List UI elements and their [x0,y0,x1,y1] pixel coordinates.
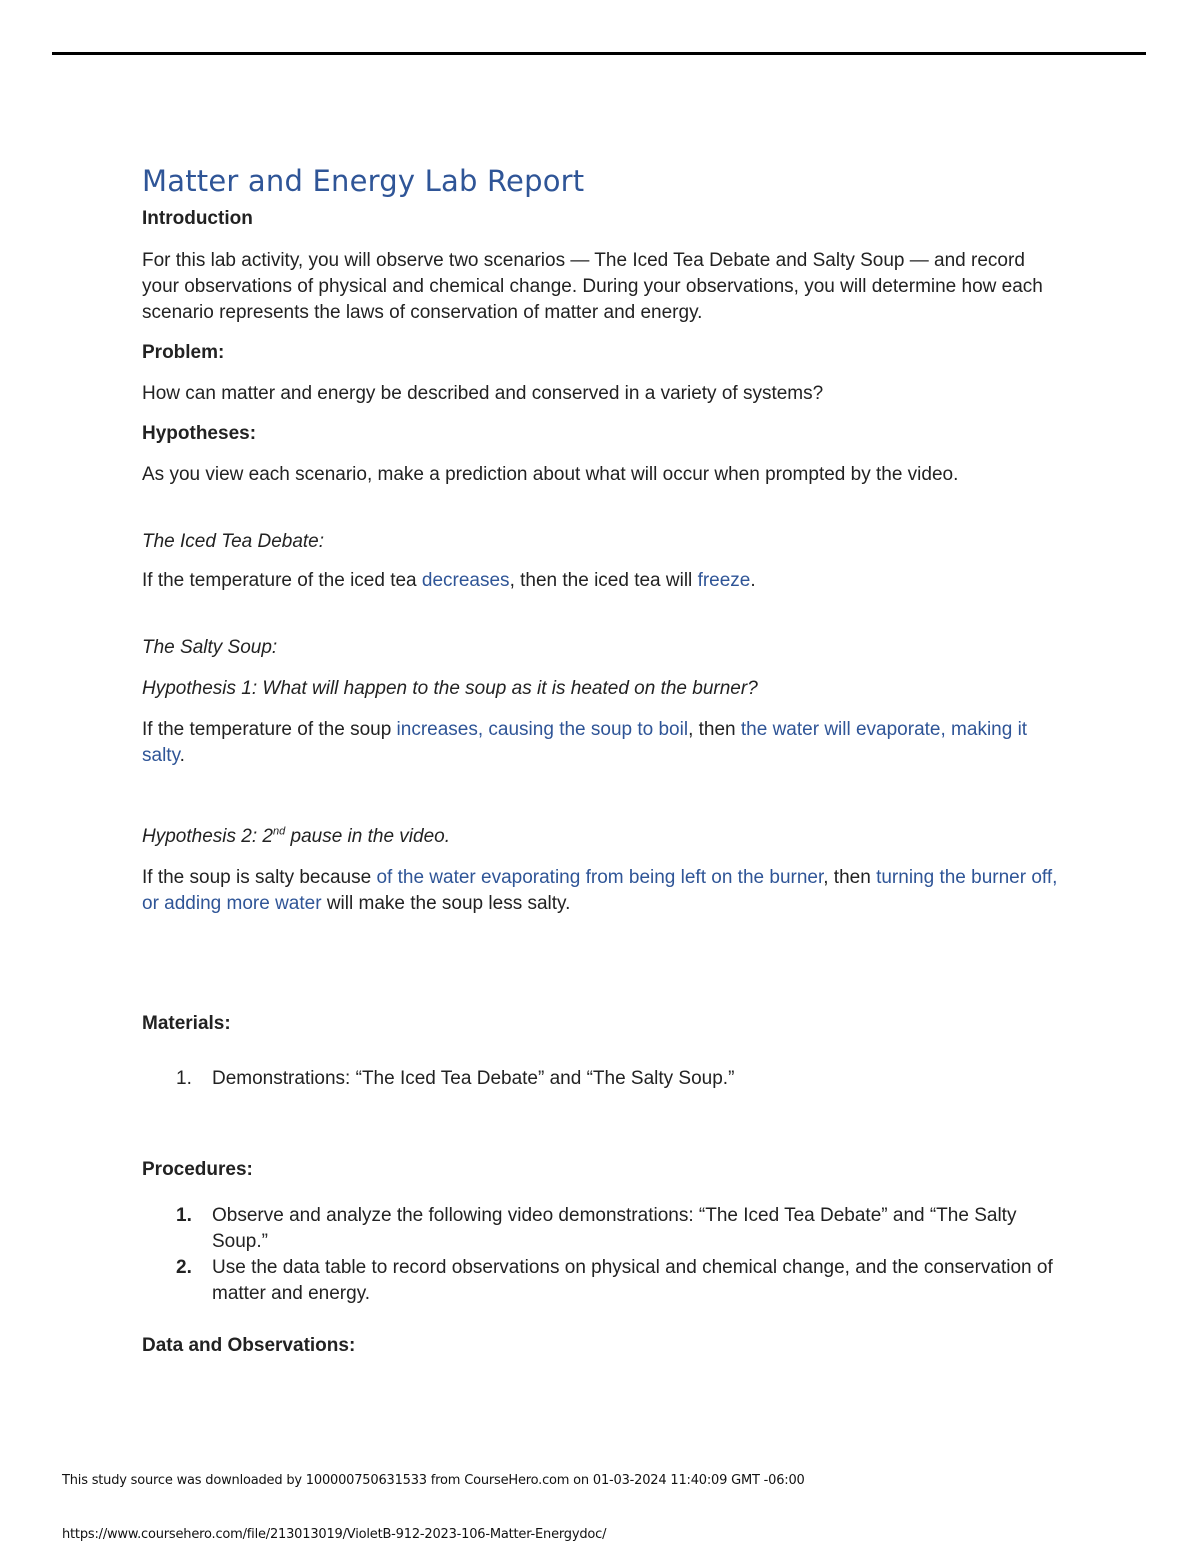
list-item [142,1203,1062,1255]
source-url[interactable]: https://www.coursehero.com/file/213013019/VioletB-912-2023-106-Matter-Energydoc/ [62,1527,607,1542]
data-observations-heading: Data and Observations: [142,1335,356,1356]
materials-list [142,1066,1062,1092]
list-item-text: Demonstrations: “The Iced Tea Debate” and “The Salty Soup.” [212,1068,735,1089]
hypothesis-2-answer [142,865,1062,917]
procedures-list [142,1203,1062,1307]
iced-tea-text-2: , then the iced tea will [509,570,698,591]
top-rule [52,52,1146,55]
materials-heading: Materials: [142,1013,231,1034]
hypotheses-heading: Hypotheses: [142,423,257,444]
h2-answer-1: of the water evaporating from being left on the burner [376,867,824,888]
h2-label-pre: Hypothesis 2: 2 [142,826,273,847]
iced-tea-hypothesis [142,568,1062,594]
list-number: 1. [176,1068,192,1089]
h1-answer-2: the water will evaporate, making it salty [142,719,1028,766]
h1-text-2: , then [688,719,741,740]
h2-answer-2: turning the burner off, or adding more water [142,867,1058,914]
procedures-heading: Procedures: [142,1159,253,1180]
hypothesis-2-label [142,824,1062,850]
hypotheses-text: As you view each scenario, make a prediction about what will occur when prompted by the video. [142,464,959,485]
h2-text-1: If the soup is salty because [142,867,377,888]
salty-soup-label: The Salty Soup: [142,637,278,658]
list-item [142,1066,1062,1092]
introduction-text: For this lab activity, you will observe two scenarios — The Iced Tea Debate and Salty Soup — and record your observations of physical and chemical change. During your observations, you will determine how each scenario represents the laws of conservation of matter and energy. [142,250,1043,323]
h2-label-post: pause in the video. [285,826,451,847]
list-item-text: Observe and analyze the following video demonstrations: “The Iced Tea Debate” and “The Salty Soup.” [212,1205,1017,1252]
iced-tea-text-1: If the temperature of the iced tea [142,570,422,591]
h2-text-2: , then [823,867,877,888]
iced-tea-answer-2: freeze [697,570,751,591]
h2-label-sup: nd [272,825,286,838]
hypothesis-1-label: Hypothesis 1: What will happen to the soup as it is heated on the burner? [142,678,758,699]
list-item-text: Use the data table to record observations on physical and chemical change, and the conservation of matter and energy. [212,1257,1053,1304]
download-note: This study source was downloaded by 100000750631533 from CourseHero.com on 01-03-2024 11:40:09 GMT -06:00 [62,1473,805,1488]
page-title: Matter and Energy Lab Report [142,164,585,198]
list-number: 1. [176,1205,192,1226]
hypothesis-1-answer [142,717,1062,769]
iced-tea-text-3: . [750,570,756,591]
h1-text-3: . [179,745,185,766]
h1-answer-1: increases, causing the soup to boil [396,719,689,740]
list-item [142,1255,1062,1307]
problem-heading: Problem: [142,342,225,363]
iced-tea-answer-1: decreases [421,570,510,591]
introduction-heading: Introduction [142,208,253,229]
iced-tea-label: The Iced Tea Debate: [142,531,325,552]
problem-text: How can matter and energy be described and conserved in a variety of systems? [142,383,824,404]
h1-text-1: If the temperature of the soup [142,719,397,740]
list-number: 2. [176,1257,192,1278]
h2-text-3: will make the soup less salty. [321,893,571,914]
